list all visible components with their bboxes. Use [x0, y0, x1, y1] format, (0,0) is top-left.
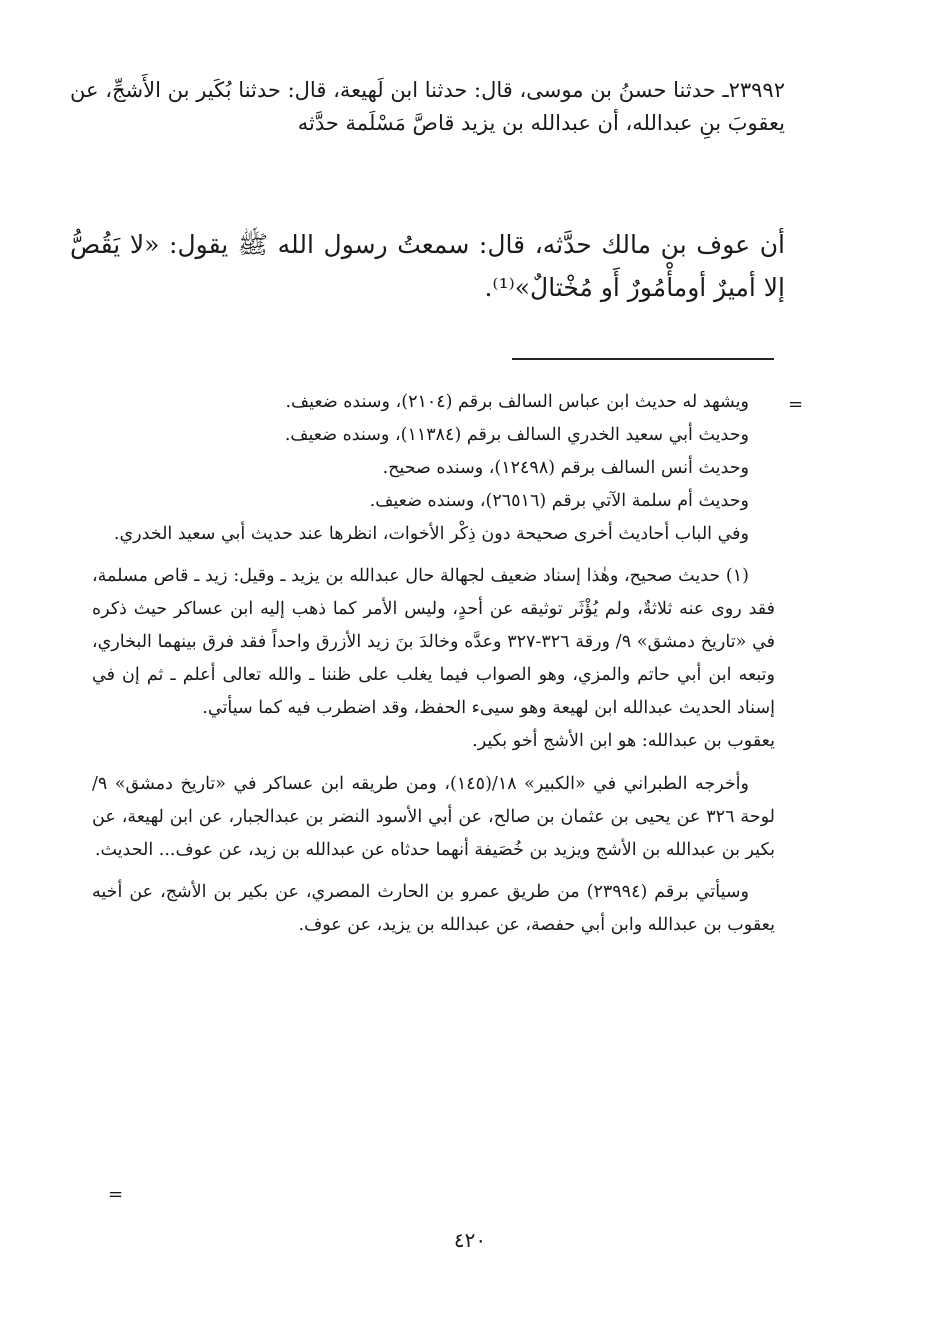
footnote-witness-line: وحديث أنس السالف برقم (١٢٤٩٨)، وسنده صحيح.	[382, 457, 749, 478]
footnote-witness-line: وحديث أم سلمة الآتي برقم (٢٦٥١٦)، وسنده ضعيف.	[369, 490, 749, 511]
hadith-isnad: ٢٣٩٩٢ـ حدثنا حسنُ بن موسى، قال: حدثنا ابن لَهيعة، قال: حدثنا بُكَير بن الأَشجِّ، عن يعقوبَ بنِ عبدالله، أن عبدالله بن يزيد قاصَّ مَسْلَمة حدَّثه	[70, 78, 785, 135]
footnote-witness-line: وفي الباب أحاديث أخرى صحيحة دون ذِكْر الأخوات، انظرها عند حديث أبي سعيد الخدري.	[113, 523, 749, 544]
continuation-mark-top: =	[788, 394, 804, 415]
footnote-1-paragraph: وأخرجه الطبراني في «الكبير» ١٨/(١٤٥)، ومن طريقه ابن عساكر في «تاريخ دمشق» ٩/ لوحة ٣٢٦ عن يحيى بن عثمان بن صالح، عن أبي الأسود النضر بن عبدالجبار، عن ابن لهيعة، عن بكير بن عبدالله بن الأشج ويزيد بن خُصَيفة أنهما حدثاه عن عبدالله بن زيد، عن عوف... الحديث.	[92, 773, 775, 860]
footnote-1-paragraph: (١) حديث صحيح، وهٰذا إسناد ضعيف لجهالة حال عبدالله بن يزيد ـ وقيل: زيد ـ قاص مسلمة، فقد روى عنه ثلاثةٌ، ولم يُؤْثَر توثيقه عن أحدٍ، وليس الأمر كما ذهب إليه ابن عساكر حيث ذكره في «تاريخ دمشق» ٩/ ورقة ٣٢٦-٣٢٧ وعدَّه وخالدَ بنَ زيد الأزرق واحداً فقد فرق بينهما البخاري، وتبعه ابن أبي حاتم والمزي، وهو الصواب فيما يغلب على ظننا ـ والله تعالى أعلم ـ ثم إن في إسناد الحديث عبدالله ابن لهيعة وهو سيىء الحفظ، وقد اضطرب فيه كما سيأتي.	[92, 566, 776, 719]
page-number: ٤٢٠	[453, 1228, 487, 1252]
continuation-mark-bottom: =	[108, 1184, 124, 1205]
footnote-separator	[512, 358, 774, 360]
footnote-witness-line: ويشهد له حديث ابن عباس السالف برقم (٢١٠٤)، وسنده ضعيف.	[285, 392, 749, 412]
footnote-1-paragraph: وسيأتي برقم (٢٣٩٩٤) من طريق عمرو بن الحارث المصري، عن بكير بن الأشج، عن أخيه يعقوب بن عبدالله وابن أبي حفصة، عن عبدالله بن يزيد، عن عوف.	[92, 882, 775, 936]
footnote-1-paragraph: يعقوب بن عبدالله: هو ابن الأشج أخو بكير.	[472, 730, 775, 751]
footnotes	[92, 386, 775, 942]
hadith-matn: أن عوف بن مالك حدَّثه، قال: سمعتُ رسول الله ﷺ يقول: «لا يَقُصُّ إلا أميرٌ أومأْمُورٌ أَو مُخْتالٌ»⁽¹⁾.	[70, 230, 785, 302]
footnote-witness-line: وحديث أبي سعيد الخدري السالف برقم (١١٣٨٤)، وسنده ضعيف.	[284, 424, 749, 445]
